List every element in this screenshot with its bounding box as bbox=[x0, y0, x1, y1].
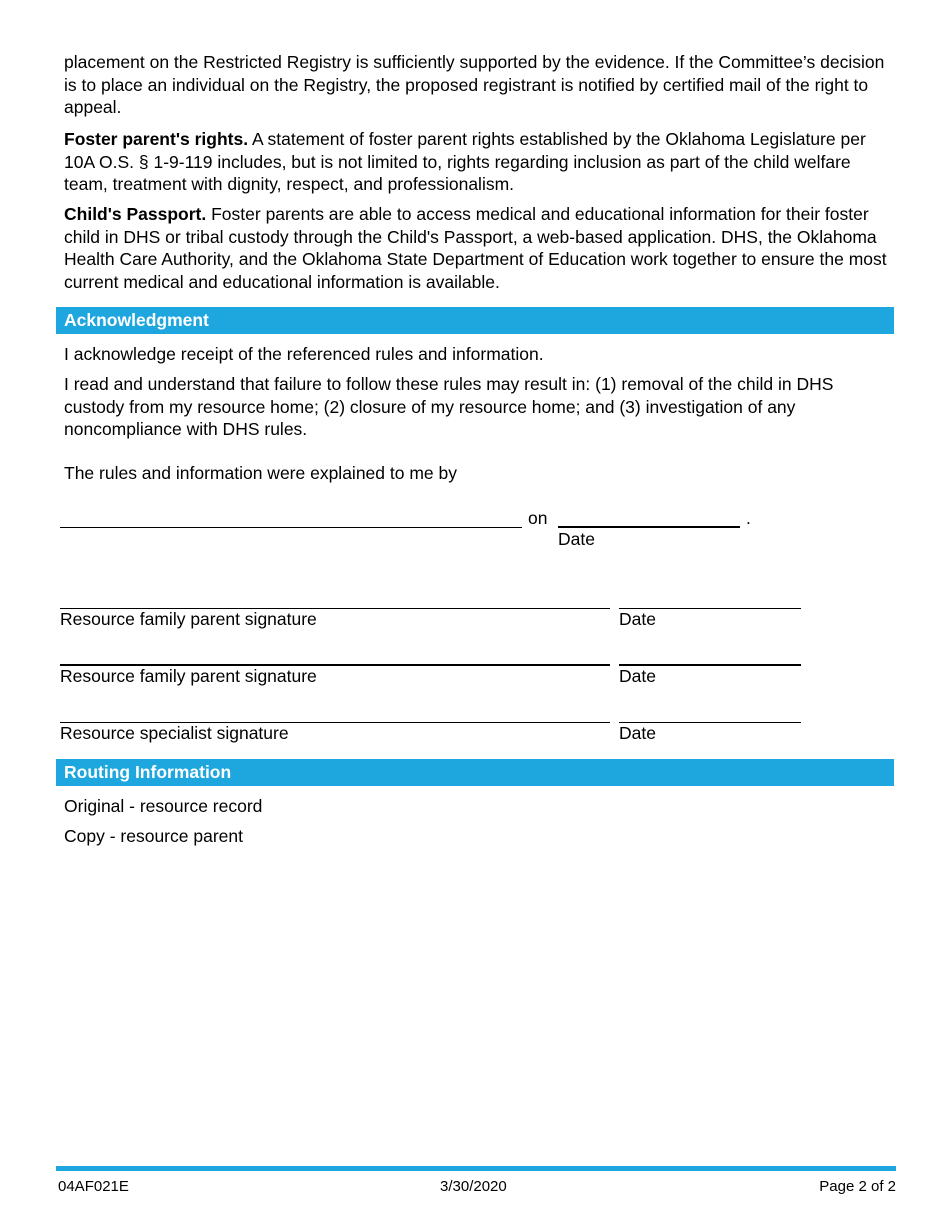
specialist-signature-label: Resource specialist signature bbox=[60, 723, 289, 743]
period-mark: . bbox=[746, 508, 751, 528]
form-number: 04AF021E bbox=[58, 1178, 129, 1195]
childs-passport-heading: Child's Passport. bbox=[64, 204, 207, 224]
specialist-signature-date-label: Date bbox=[619, 723, 656, 743]
explained-by-name-line[interactable] bbox=[60, 527, 522, 528]
explained-date-label: Date bbox=[558, 529, 595, 549]
foster-rights-heading: Foster parent's rights. bbox=[64, 129, 249, 149]
parent-signature-date-label-2: Date bbox=[619, 666, 656, 686]
parent-signature-label-2: Resource family parent signature bbox=[60, 666, 317, 686]
explained-by-text: The rules and information were explained to me by bbox=[64, 463, 457, 483]
childs-passport-paragraph bbox=[64, 203, 894, 293]
acknowledge-receipt-text: I acknowledge receipt of the referenced rules and information. bbox=[64, 344, 544, 364]
form-date: 3/30/2020 bbox=[440, 1178, 507, 1195]
foster-rights-text: A statement of foster parent rights established by the Oklahoma Legislature per 10A O.S. § 1-9-119 includes, but is not limited to, rights regarding inclusion as part of the child welfare team, treatment with dignity, respect, and professionalism. bbox=[64, 129, 866, 194]
parent-signature-date-label-1: Date bbox=[619, 609, 656, 629]
footer-rule bbox=[56, 1166, 896, 1171]
foster-rights-paragraph bbox=[64, 128, 894, 196]
acknowledgment-banner: Acknowledgment bbox=[56, 307, 894, 334]
on-label: on bbox=[528, 508, 548, 528]
childs-passport-text: Foster parents are able to access medical and educational information for their foster child in DHS or tribal custody through the Child's Passport, a web-based application. DHS, the Oklahoma Health Care Authority, and the Oklahoma State Department of Education work together to ensure the most current medical and educational information is available. bbox=[64, 204, 887, 292]
routing-item-original: Original - resource record bbox=[64, 796, 263, 816]
routing-banner: Routing Information bbox=[56, 759, 894, 786]
routing-item-copy: Copy - resource parent bbox=[64, 826, 243, 846]
intro-paragraph: placement on the Restricted Registry is sufficiently supported by the evidence. If the Committee’s decision is to place an individual on the Registry, the proposed registrant is notified by certified mail of the right to appeal. bbox=[64, 52, 885, 117]
acknowledge-understand-text: I read and understand that failure to follow these rules may result in: (1) removal of the child in DHS custody from my resource home; (2) closure of my resource home; and (3) investigation of any noncompliance with DHS rules. bbox=[64, 374, 834, 439]
page-number: Page 2 of 2 bbox=[819, 1178, 896, 1195]
parent-signature-label-1: Resource family parent signature bbox=[60, 609, 317, 629]
